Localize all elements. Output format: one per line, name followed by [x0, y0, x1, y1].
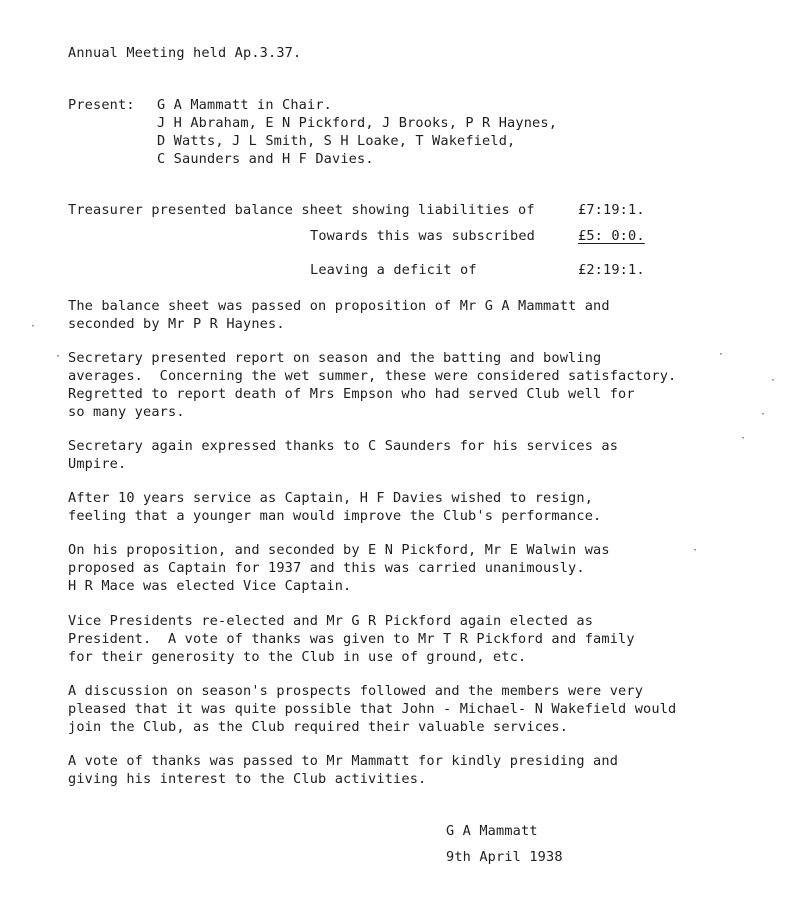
paragraph-line: averages. Concerning the wet summer, these were considered satisfactory.	[68, 368, 677, 384]
paragraph-line: seconded by Mr P R Haynes.	[68, 316, 285, 332]
present-line: C Saunders and H F Davies.	[157, 151, 374, 167]
present-line: G A Mammatt in Chair.	[157, 97, 333, 113]
paragraph-line: for their generosity to the Club in use of ground, etc.	[68, 649, 527, 665]
treasurer-statement: Treasurer presented balance sheet showing liabilities of	[68, 202, 535, 218]
paragraph-line: After 10 years service as Captain, H F Davies wished to resign,	[68, 490, 594, 506]
paragraph-line: A vote of thanks was passed to Mr Mammatt for kindly presiding and	[68, 753, 619, 769]
scan-speck: ·	[718, 349, 725, 360]
liabilities-amount: £7:19:1.	[578, 202, 645, 218]
paragraph-line: so many years.	[68, 404, 185, 420]
subscribed-amount: £5: 0:0.	[578, 228, 645, 244]
paragraph-line: President. A vote of thanks was given to Mr T R Pickford and family	[68, 631, 635, 647]
paragraph-line: proposed as Captain for 1937 and this was carried unanimously.	[68, 560, 585, 576]
paragraph-line: feeling that a younger man would improve the Club's performance.	[68, 508, 602, 524]
present-line: D Watts, J L Smith, S H Loake, T Wakefield,	[157, 133, 516, 149]
paragraph-line: On his proposition, and seconded by E N Pickford, Mr E Walwin was	[68, 542, 610, 558]
subscribed-label: Towards this was subscribed	[310, 228, 536, 244]
paragraph-line: Vice Presidents re-elected and Mr G R Pickford again elected as	[68, 613, 594, 629]
scan-speck: ·	[692, 545, 699, 556]
scan-speck: ·	[770, 375, 777, 386]
paragraph-line: The balance sheet was passed on proposition of Mr G A Mammatt and	[68, 298, 610, 314]
paragraph-line: Secretary presented report on season and the batting and bowling	[68, 350, 602, 366]
scan-speck: ·	[55, 351, 62, 362]
paragraph-line: Regretted to report death of Mrs Empson who had served Club well for	[68, 386, 635, 402]
scan-speck: ·	[30, 321, 37, 332]
signature-date: 9th April 1938	[446, 849, 563, 865]
paragraph-line: H R Mace was elected Vice Captain.	[68, 578, 352, 594]
paragraph-line: Secretary again expressed thanks to C Saunders for his services as	[68, 438, 619, 454]
scan-speck: ·	[760, 409, 767, 420]
signature-name: G A Mammatt	[446, 823, 538, 839]
paragraph-line: Umpire.	[68, 456, 127, 472]
deficit-amount: £2:19:1.	[578, 262, 645, 278]
paragraph-line: giving his interest to the Club activities.	[68, 771, 427, 787]
scan-speck: ·	[740, 433, 747, 444]
paragraph-line: A discussion on season's prospects followed and the members were very	[68, 683, 644, 699]
deficit-label: Leaving a deficit of	[310, 262, 477, 278]
present-label: Present:	[68, 97, 135, 113]
present-line: J H Abraham, E N Pickford, J Brooks, P R Haynes,	[157, 115, 558, 131]
meeting-heading: Annual Meeting held Ap.3.37.	[68, 45, 302, 61]
paragraph-line: join the Club, as the Club required their valuable services.	[68, 719, 569, 735]
paragraph-line: pleased that it was quite possible that John - Michael- N Wakefield would	[68, 701, 677, 717]
